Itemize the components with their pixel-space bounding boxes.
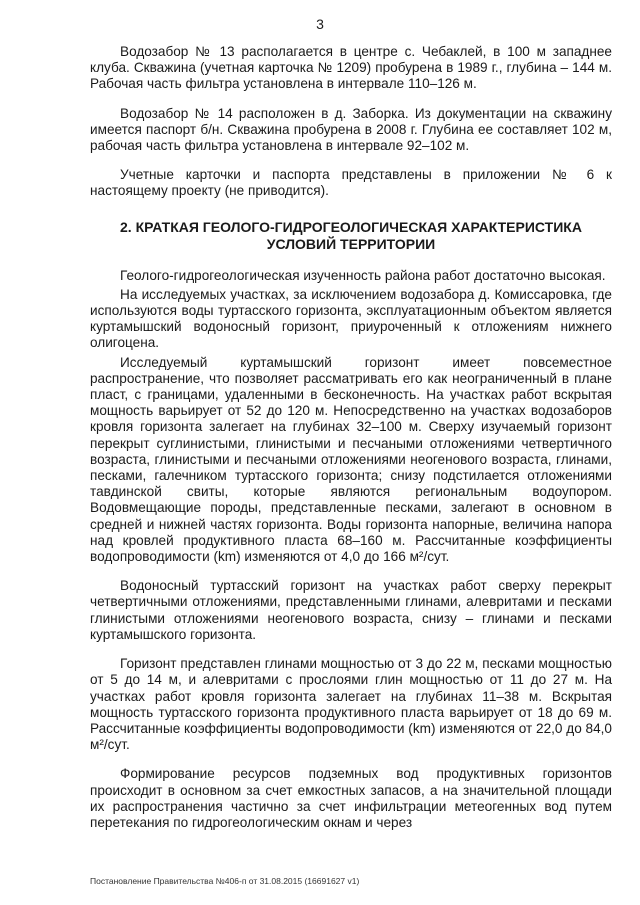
document-body — [90, 44, 612, 831]
paragraph-kurtamysh-horizon: Исследуемый куртамышский горизонт имеет повсеместное распространение, что позволяет рассматривать его как неограниченный в плане пласт, с границами, удаленными в бесконечность. На участках работ вскрытая мощность варьирует от 52 до 120 м. Непосредственно на участках водозаборов кровля горизонта залегает на глубинах 32–100 м. Сверху изучаемый горизонт перекрыт суглинистыми, глинистыми и песчаными отложениями четвертичного возраста, глинистыми и песчаными отложениями неогенового возраста, глинами, песками, галечником туртасского горизонта; снизу подстилается отложениями тавдинской свиты, которые являются региональным водоупором. Водовмещающие породы, представленные песками, залегают в основном в средней и нижней частях горизонта. Воды горизонта напорные, величина напора над кровлей продуктивного пласта 68–160 м. Рассчитанные коэффициенты водопроводимости (km) изменяются от 4,0 до 166 м²/сут. — [90, 354, 612, 565]
section-heading-line-1: 2. КРАТКАЯ ГЕОЛОГО-ГИДРОГЕОЛОГИЧЕСКАЯ ХАРАКТЕРИСТИКА — [120, 218, 582, 235]
page-footer: Постановление Правительства №406-п от 31.08.2015 (16691627 v1) — [90, 876, 360, 886]
paragraph-turtas-horizon: Водоносный туртасский горизонт на участках работ сверху перекрыт четвертичными отложениями, представленными глинами, алевритами и песками глинистыми отложениями неогенового возраста, снизу – глинами и песками куртамышского горизонта. — [90, 578, 612, 642]
paragraph-exploitation-object: На исследуемых участках, за исключением водозабора д. Комиссаровка, где используются воды туртасского горизонта, эксплуатационным объектом является куртамышский водоносный горизонт, приуроченный к отложениям нижнего олигоцена. — [90, 286, 612, 351]
paragraph-horizon-composition: Горизонт представлен глинами мощностью от 3 до 22 м, песками мощностью от 5 до 14 м, и алевритами с прослоями глин мощностью от 11 до 27 м. На участках работ кровля горизонта залегает на глубинах 11–38 м. Вскрытая мощность туртасского горизонта продуктивного пласта варьирует от 18 до 69 м. Рассчитанные коэффициенты водопроводимости (km) изменяются от 22,0 до 84,0 м²/сут. — [90, 656, 612, 753]
section-heading-line-2: УСЛОВИЙ ТЕРРИТОРИИ — [266, 235, 436, 252]
paragraph-study-level: Геолого-гидрогеологическая изученность района работ достаточно высокая. — [120, 267, 606, 283]
paragraph-appendix-reference: Учетные карточки и паспорта представлены в приложении № 6 к настоящему проекту (не приводится). — [90, 167, 612, 199]
paragraph-water-intake-13: Водозабор № 13 располагается в центре с. Чебаклей, в 100 м западнее клуба. Скважина (учетная карточка № 1209) пробурена в 1989 г., глубина – 144 м. Рабочая часть фильтра установлена в интервале 110–126 м. — [90, 44, 612, 92]
page-number: 3 — [316, 16, 324, 32]
paragraph-resource-formation: Формирование ресурсов подземных вод продуктивных горизонтов происходит в основном за счет емкостных запасов, а на значительной площади их распространения частично за счет инфильтрации метеогенных вод путем перетекания по гидрогеологическим окнам и через — [90, 766, 612, 830]
section-heading — [90, 219, 612, 253]
paragraph-water-intake-14: Водозабор № 14 расположен в д. Заборка. Из документации на скважину имеется паспорт б/н. Скважина пробурена в 2008 г. Глубина ее составляет 102 м, рабочая часть фильтра установлена в интервале 92–102 м. — [90, 105, 612, 154]
